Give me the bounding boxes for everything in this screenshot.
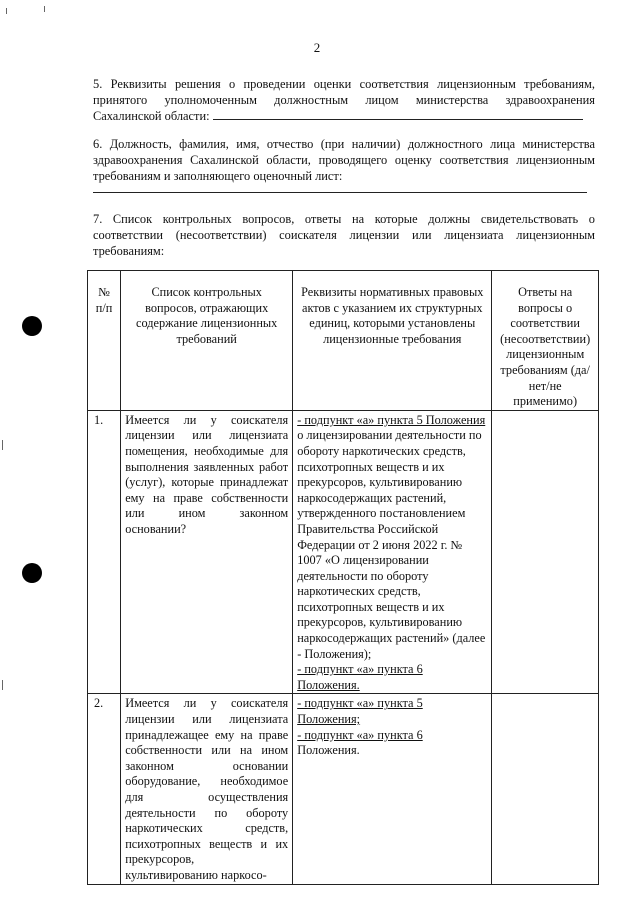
row-question: Имеется ли у соискателя лицензии или лицензиата принадлежащее ему на праве собственности или на ином законном основании оборудование, необходимое для осуществления деятельности по обороту наркотических средств, психотропных веществ и их прекурсоров, культивированию наркосо-: [121, 694, 293, 884]
scan-mark: [2, 440, 3, 450]
section-6-text: 6. Должность, фамилия, имя, отчество (при наличии) должностного лица министерства здравоохранения Сахалинской области, проводящего оценку соответствия лицензионным требованиям и заполняющего оценочный лист:: [93, 137, 595, 183]
scan-mark: [2, 680, 3, 690]
section-6-paragraph: [93, 136, 595, 184]
header-answers: Ответы на вопросы о соответствии (несоответствии) лицензионным требованиям (да/нет/не применимо): [492, 271, 599, 411]
header-number: № п/п: [88, 271, 121, 411]
binder-hole: [22, 563, 42, 583]
section-5-text: 5. Реквизиты решения о проведении оценки соответствия лицензионным требованиям, принятого уполномоченным должностным лицом министерства здравоохранения Сахалинской области:: [93, 77, 595, 123]
ref-link: - подпункт «а» пункта 6 Положения.: [297, 662, 423, 692]
ref-link: - подпункт «а» пункта 5 Положения: [297, 412, 486, 427]
table-row: [88, 410, 599, 694]
checklist-table: [87, 270, 599, 885]
section-7-paragraph: [93, 211, 595, 259]
section-7-text: 7. Список контрольных вопросов, ответы на которые должны свидетельствовать о соответствии (несоответствии) соискателя лицензии или лицензиата лицензионным требованиям:: [93, 212, 595, 258]
section-5-paragraph: [93, 76, 595, 124]
section-5-fill-line: [213, 108, 583, 120]
ref-text: Положения.: [297, 743, 360, 758]
scan-mark: [6, 8, 7, 14]
header-questions: Список контрольных вопросов, отражающих содержание лицензионных требований: [121, 271, 293, 411]
ref-link: - подпункт «а» пункта 5 Положения;: [297, 696, 423, 727]
binder-hole: [22, 316, 42, 336]
ref-link: - подпункт «а» пункта 6: [297, 727, 423, 742]
table-row: [88, 694, 599, 884]
row-answer[interactable]: [492, 410, 599, 694]
row-legal-refs: [293, 410, 492, 694]
page-number: 2: [313, 40, 321, 55]
row-legal-refs: [293, 694, 492, 884]
row-question: Имеется ли у соискателя лицензии или лицензиата помещения, необходимые для выполнения заявленных работ (услуг), которые принадлежат ему на праве собственности или ином законном основании?: [121, 410, 293, 694]
section-6-fill-line: [93, 192, 587, 193]
ref-text: о лицензировании деятельности по обороту наркотических средств, психотропных веществ и их прекурсоров, культивированию наркосодержащих растений, утвержденного постановлением Правительства Российской Федерации от 2 июня 2022 г. № 1007 «О лицензировании деятельности по обороту наркотических средств, психотропных веществ и их прекурсоров, культивированию наркосодержащих растений» (далее - Положения);: [297, 428, 486, 661]
row-answer[interactable]: [492, 694, 599, 884]
row-number: 2.: [88, 694, 121, 884]
row-number: 1.: [88, 410, 121, 694]
scan-mark: [44, 6, 45, 12]
header-legal-refs: Реквизиты нормативных правовых актов с указанием их структурных единиц, которыми установлены лицензионные требования: [293, 271, 492, 411]
table-header-row: [88, 271, 599, 411]
